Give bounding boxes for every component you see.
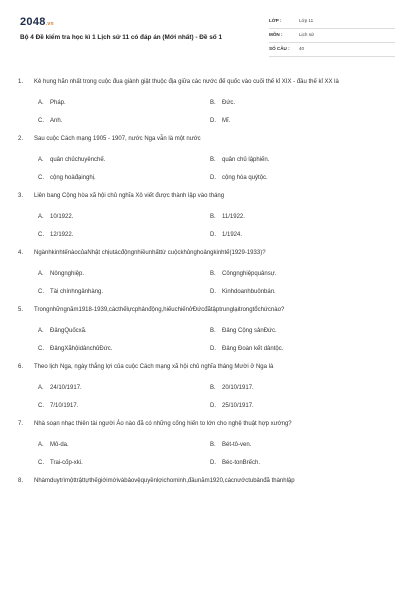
option-d[interactable] — [210, 402, 254, 410]
question-stem — [18, 135, 390, 144]
option-text: cộng hòa quýtộc. — [222, 175, 268, 181]
option-key: A. — [38, 385, 44, 391]
option-key: B. — [210, 100, 216, 106]
question-text: Sau cuộc Cách mạng 1905 - 1907, nước Nga vẫn là một nước — [34, 136, 201, 142]
logo-text: 2048 — [20, 16, 46, 28]
question-text: Theo lịch Nga, ngày thắng lợi của cuộc Cách mạng xã hội chủ nghĩa tháng Mười ở Nga là — [34, 364, 274, 370]
question-2 — [18, 135, 390, 192]
meta-value: 40 — [299, 46, 305, 51]
meta-row-count — [269, 43, 395, 57]
question-5 — [18, 306, 390, 363]
option-key: A. — [38, 157, 44, 163]
option-text: Đảng Đoàn kết dântộc. — [222, 346, 284, 352]
question-stem — [18, 363, 390, 372]
question-stem — [18, 306, 390, 315]
meta-value: Lớp 11 — [299, 18, 314, 23]
options — [18, 87, 390, 135]
option-text: Trai-cốp-xki. — [50, 460, 83, 466]
option-key: A. — [38, 328, 44, 334]
option-key: D. — [210, 460, 216, 466]
question-3 — [18, 192, 390, 249]
option-text: Côngnghiệpquânsự. — [222, 271, 277, 277]
options — [18, 372, 390, 420]
question-number: 6. — [18, 364, 24, 370]
logo-suffix: .vn — [45, 21, 54, 27]
option-text: ĐảngQuốcxã. — [50, 328, 87, 334]
option-key: C. — [38, 289, 44, 295]
option-c[interactable] — [38, 117, 62, 125]
option-text: 12/1922. — [50, 232, 74, 238]
option-text: quân chủchuyênchế. — [50, 157, 106, 163]
site-logo[interactable] — [20, 16, 54, 28]
option-text: Mĩ. — [222, 118, 231, 124]
option-b[interactable] — [210, 384, 254, 392]
option-text: Pháp. — [50, 100, 66, 106]
question-number: 1. — [18, 79, 24, 85]
option-d[interactable] — [210, 459, 260, 467]
question-stem — [18, 420, 390, 429]
option-key: C. — [38, 460, 44, 466]
option-text: Mô-da. — [50, 442, 69, 448]
option-text: Đức. — [222, 100, 236, 106]
option-key: B. — [210, 157, 216, 163]
document-title: Bộ 4 Đề kiểm tra học kì 1 Lịch sử 11 có đáp án (Mới nhất) - Đề số 1 — [20, 34, 223, 41]
option-b[interactable] — [210, 213, 245, 221]
option-b[interactable] — [210, 441, 251, 449]
option-text: 11/1922. — [222, 214, 245, 220]
option-d[interactable] — [210, 288, 276, 296]
option-key: D. — [210, 403, 216, 409]
option-c[interactable] — [38, 345, 112, 353]
option-key: D. — [210, 118, 216, 124]
options — [18, 144, 390, 192]
option-a[interactable] — [38, 270, 84, 278]
question-stem — [18, 249, 390, 258]
option-key: B. — [210, 214, 216, 220]
option-key: B. — [210, 271, 216, 277]
option-key: A. — [38, 271, 44, 277]
option-text: Kinhdoanhbuônbán. — [222, 289, 276, 295]
option-b[interactable] — [210, 156, 269, 164]
option-a[interactable] — [38, 441, 69, 449]
option-b[interactable] — [210, 99, 235, 107]
question-number: 4. — [18, 250, 24, 256]
question-number: 3. — [18, 193, 24, 199]
option-d[interactable] — [210, 345, 283, 353]
options — [18, 201, 390, 249]
option-c[interactable] — [38, 174, 96, 182]
option-a[interactable] — [38, 384, 82, 392]
meta-label: LỚP : — [269, 18, 282, 23]
meta-row-subject — [269, 29, 395, 43]
option-text: quân chủ lậphiến. — [222, 157, 270, 163]
option-text: 24/10/1917. — [50, 385, 82, 391]
question-text: Nhàmduytrìmộttrậttựthếgiớimớivàbảovệquyềnlợichominh,đầunăm1920,cácnướctubảnđã thànhlập — [34, 478, 295, 484]
option-text: Bét-tô-ven. — [222, 442, 252, 448]
question-text: Nhà soạn nhạc thiên tài người Áo nào đã có những cống hiến to lớn cho nghệ thuật hợp xướng? — [34, 421, 292, 427]
options — [18, 429, 390, 477]
question-1 — [18, 78, 390, 135]
option-c[interactable] — [38, 288, 103, 296]
question-text: Trongnhữngnăm1918-1939,cácthếlựcphảnđộng,hiếuchiếnởĐứcđãtậptrunglạitrongtổchứcnào? — [34, 307, 285, 313]
option-key: D. — [210, 346, 216, 352]
meta-label: MÔN : — [269, 32, 283, 37]
option-a[interactable] — [38, 156, 105, 164]
option-d[interactable] — [210, 174, 268, 182]
option-key: B. — [210, 385, 216, 391]
option-b[interactable] — [210, 327, 277, 335]
option-text: Đảng Cộng sảnĐức. — [222, 328, 277, 334]
meta-value: Lịch sử — [299, 32, 315, 37]
option-text: 20/10/1917. — [222, 385, 254, 391]
option-key: B. — [210, 442, 216, 448]
option-c[interactable] — [38, 231, 73, 239]
option-key: B. — [210, 328, 216, 334]
option-d[interactable] — [210, 117, 230, 125]
question-text: Kẻ hung hãn nhất trong cuộc đua giành giật thuộc địa giữa các nước đế quốc vào cuối thế kỉ XIX - đầu thế kỉ XX là — [34, 79, 339, 85]
option-text: 10/1922. — [50, 214, 74, 220]
question-6 — [18, 363, 390, 420]
option-key: C. — [38, 403, 44, 409]
option-a[interactable] — [38, 213, 73, 221]
option-c[interactable] — [38, 459, 83, 467]
option-text: Tài chínhngânhàng. — [50, 289, 104, 295]
question-stem — [18, 192, 390, 201]
option-a[interactable] — [38, 327, 87, 335]
question-number: 5. — [18, 307, 24, 313]
question-number: 7. — [18, 421, 24, 427]
option-text: 25/10/1917. — [222, 403, 254, 409]
question-text: Liên bang Cộng hòa xã hội chủ nghĩa Xô viết được thành lập vào tháng — [34, 193, 225, 199]
option-text: ĐảngXãhộidânchủĐức. — [50, 346, 113, 352]
options — [18, 258, 390, 306]
option-d[interactable] — [210, 231, 242, 239]
option-key: C. — [38, 346, 44, 352]
option-text: cộng hoàđạinghị. — [50, 175, 96, 181]
option-key: C. — [38, 175, 44, 181]
question-8 — [18, 477, 390, 486]
option-b[interactable] — [210, 270, 276, 278]
option-key: C. — [38, 118, 44, 124]
option-key: D. — [210, 232, 216, 238]
option-c[interactable] — [38, 402, 78, 410]
option-key: A. — [38, 442, 44, 448]
meta-row-class — [269, 15, 395, 29]
question-4 — [18, 249, 390, 306]
meta-info — [269, 15, 395, 57]
option-key: A. — [38, 100, 44, 106]
options — [18, 315, 390, 363]
meta-label: SỐ CÂU : — [269, 46, 290, 51]
option-key: D. — [210, 175, 216, 181]
option-text: Béc-tonBrếch. — [222, 460, 261, 466]
question-number: 2. — [18, 136, 24, 142]
document-header — [14, 12, 386, 60]
question-list — [18, 78, 390, 486]
question-7 — [18, 420, 390, 477]
option-text: 7/10/1917. — [50, 403, 79, 409]
option-a[interactable] — [38, 99, 66, 107]
question-number: 8. — [18, 478, 24, 484]
question-stem — [18, 477, 390, 486]
option-key: A. — [38, 214, 44, 220]
option-text: Nôngnghiệp. — [50, 271, 85, 277]
option-key: C. — [38, 232, 44, 238]
option-text: 1/1924. — [222, 232, 243, 238]
option-key: D. — [210, 289, 216, 295]
question-text: NgànhkinhtếnàocủaNhật chịutácđộngnhiềunhấttừ cuộckhủnghoảngkinhtế(1929-1933)? — [34, 250, 266, 256]
option-text: Anh. — [50, 118, 63, 124]
question-stem — [18, 78, 390, 87]
